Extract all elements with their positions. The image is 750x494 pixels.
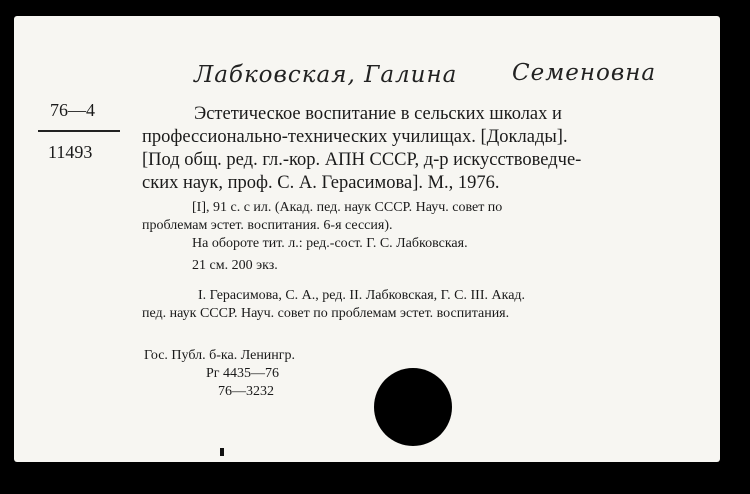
tracings-line: I. Герасимова, С. А., ред. II. Лабковская, Г. С. III. Акад. [198,288,526,303]
body-line: Эстетическое воспитание в сельских школах и [194,104,562,124]
catalog-card [14,16,720,462]
details-line: [I], 91 с. с ил. (Акад. пед. наук СССР. Науч. совет по [192,200,503,215]
handwritten-author-name: Лабковская, Галина [194,62,458,88]
details-line: 21 см. 200 экз. [192,258,278,273]
body-line: [Под общ. ред. гл.-кор. АПН СССР, д-р искусствоведче- [142,150,582,170]
ink-mark [220,448,224,456]
body-line: ских наук, проф. С. А. Герасимова]. М., 1976. [142,173,500,193]
details-line: На обороте тит. л.: ред.-сост. Г. С. Лабковская. [192,236,468,251]
library-line: 76—3232 [218,384,274,399]
inventory-number: 11493 [48,142,93,162]
details-line: проблемам эстет. воспитания. 6-я сессия). [142,218,393,233]
handwritten-author-patronymic: Семеновна [512,60,657,86]
tracings-line: пед. наук СССР. Науч. совет по проблемам эстет. воспитания. [142,306,510,321]
shelf-code: 76—4 [50,100,95,120]
body-line: профессионально-технических училищах. [Доклады]. [142,127,568,147]
library-line: Гос. Публ. б-ка. Ленингр. [144,348,296,363]
library-line: Рг 4435—76 [206,366,280,381]
shelf-divider [38,130,120,132]
punch-hole [374,368,452,446]
